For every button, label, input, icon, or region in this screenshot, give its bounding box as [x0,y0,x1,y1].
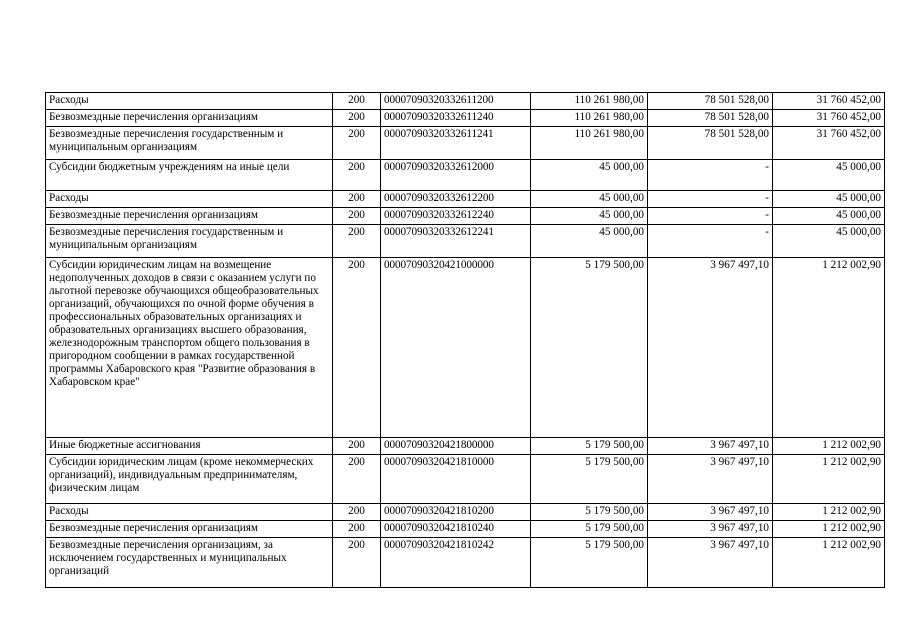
row-line-code: 200 [333,438,381,455]
row-classification-code: 00007090320421810000 [381,455,531,504]
row-line-code: 200 [333,258,381,438]
row-name: Безвозмездные перечисления государственным и муниципальным организациям [46,225,333,258]
table-row [46,258,885,438]
row-classification-code: 00007090320421810240 [381,521,531,538]
row-unexecuted-amount: 45 000,00 [773,225,885,258]
row-line-code: 200 [333,504,381,521]
row-line-code: 200 [333,127,381,160]
table-row [46,504,885,521]
row-unexecuted-amount: 45 000,00 [773,160,885,191]
row-name: Безвозмездные перечисления организациям [46,110,333,127]
budget-expenditure-table [45,92,885,588]
row-executed-amount: 78 501 528,00 [648,93,773,110]
row-unexecuted-amount: 31 760 452,00 [773,110,885,127]
row-classification-code: 00007090320421810242 [381,538,531,588]
row-executed-amount: 3 967 497,10 [648,538,773,588]
row-unexecuted-amount: 1 212 002,90 [773,258,885,438]
table-row [46,110,885,127]
row-approved-amount: 45 000,00 [531,208,648,225]
row-name: Расходы [46,504,333,521]
row-classification-code: 00007090320421800000 [381,438,531,455]
row-executed-amount: - [648,208,773,225]
row-approved-amount: 110 261 980,00 [531,93,648,110]
table-row [46,225,885,258]
row-classification-code: 00007090320332611241 [381,127,531,160]
row-unexecuted-amount: 45 000,00 [773,208,885,225]
row-approved-amount: 110 261 980,00 [531,127,648,160]
table-row [46,127,885,160]
row-line-code: 200 [333,455,381,504]
row-approved-amount: 5 179 500,00 [531,504,648,521]
row-unexecuted-amount: 1 212 002,90 [773,538,885,588]
row-executed-amount: 3 967 497,10 [648,504,773,521]
row-approved-amount: 45 000,00 [531,160,648,191]
row-name: Субсидии бюджетным учреждениям на иные цели [46,160,333,191]
row-approved-amount: 45 000,00 [531,225,648,258]
row-executed-amount: 3 967 497,10 [648,438,773,455]
row-unexecuted-amount: 1 212 002,90 [773,521,885,538]
table-row [46,538,885,588]
row-classification-code: 00007090320332611200 [381,93,531,110]
row-name: Безвозмездные перечисления организациям [46,208,333,225]
row-name: Безвозмездные перечисления организациям, за исключением государственных и муниципальных организаций [46,538,333,588]
row-line-code: 200 [333,110,381,127]
table-row [46,208,885,225]
row-line-code: 200 [333,191,381,208]
row-unexecuted-amount: 1 212 002,90 [773,504,885,521]
row-executed-amount: 3 967 497,10 [648,258,773,438]
row-classification-code: 00007090320332612240 [381,208,531,225]
row-unexecuted-amount: 45 000,00 [773,191,885,208]
row-classification-code: 00007090320332612000 [381,160,531,191]
row-executed-amount: 3 967 497,10 [648,455,773,504]
row-name: Иные бюджетные ассигнования [46,438,333,455]
row-approved-amount: 45 000,00 [531,191,648,208]
row-approved-amount: 5 179 500,00 [531,438,648,455]
table-row [46,455,885,504]
table-row [46,160,885,191]
table-row [46,93,885,110]
row-line-code: 200 [333,225,381,258]
row-executed-amount: 78 501 528,00 [648,127,773,160]
row-unexecuted-amount: 31 760 452,00 [773,127,885,160]
row-executed-amount: - [648,191,773,208]
table-row [46,521,885,538]
row-executed-amount: - [648,160,773,191]
row-name: Субсидии юридическим лицам (кроме некоммерческих организаций), индивидуальным предпринимателям, физическим лицам [46,455,333,504]
row-classification-code: 00007090320421000000 [381,258,531,438]
row-name: Безвозмездные перечисления организациям [46,521,333,538]
row-unexecuted-amount: 31 760 452,00 [773,93,885,110]
row-executed-amount: 3 967 497,10 [648,521,773,538]
row-name: Расходы [46,93,333,110]
row-approved-amount: 110 261 980,00 [531,110,648,127]
row-approved-amount: 5 179 500,00 [531,521,648,538]
row-classification-code: 00007090320421810200 [381,504,531,521]
row-executed-amount: - [648,225,773,258]
row-line-code: 200 [333,521,381,538]
row-approved-amount: 5 179 500,00 [531,538,648,588]
row-line-code: 200 [333,208,381,225]
row-line-code: 200 [333,93,381,110]
row-unexecuted-amount: 1 212 002,90 [773,438,885,455]
row-name: Расходы [46,191,333,208]
row-approved-amount: 5 179 500,00 [531,258,648,438]
row-classification-code: 00007090320332611240 [381,110,531,127]
row-line-code: 200 [333,538,381,588]
row-line-code: 200 [333,160,381,191]
row-classification-code: 00007090320332612241 [381,225,531,258]
row-approved-amount: 5 179 500,00 [531,455,648,504]
table-row [46,191,885,208]
row-executed-amount: 78 501 528,00 [648,110,773,127]
table-row [46,438,885,455]
row-unexecuted-amount: 1 212 002,90 [773,455,885,504]
row-name: Субсидии юридическим лицам на возмещение недополученных доходов в связи с оказанием услуги по льготной перевозке обучающихся общеобразовательных организаций, обучающихся по очной форме обучения в профессиональных образовательных организациях и образовательных организациях высшего образования, железнодорожным транспортом общего пользования в пригородном сообщении в рамках государственной программы Хабаровского края "Развитие образования в Хабаровском крае" [46,258,333,438]
row-name: Безвозмездные перечисления государственным и муниципальным организациям [46,127,333,160]
row-classification-code: 00007090320332612200 [381,191,531,208]
